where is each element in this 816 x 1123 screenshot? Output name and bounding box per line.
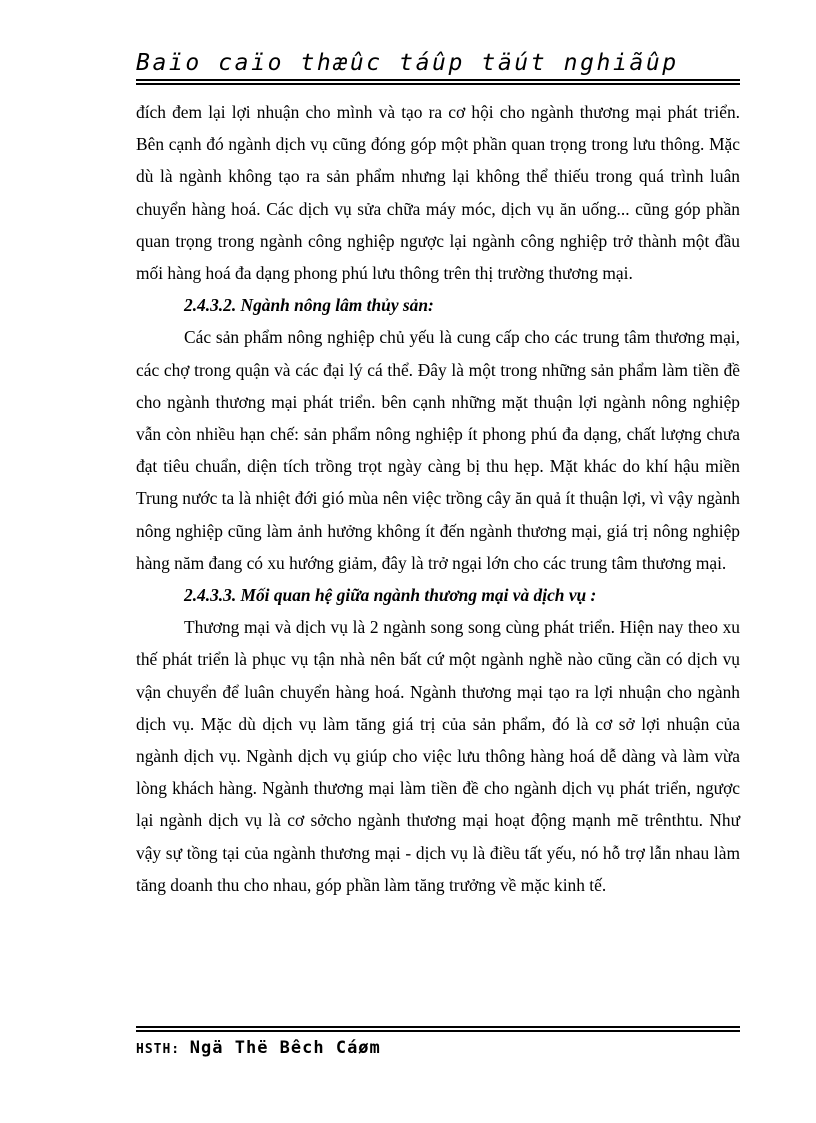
paragraph-trade-services: Thương mại và dịch vụ là 2 ngành song song cùng phát triển. Hiện nay theo xu thế phát triển là phục vụ tận nhà nên bất cứ một ngành nghề nào cũng cần có dịch vụ vận chuyển để luân chuyển hàng hoá. Ngành thương mại tạo ra lợi nhuận cho ngành dịch vụ. Mặc dù dịch vụ làm tăng giá trị của sản phẩm, đó là cơ sở lợi nhuận của ngành dịch vụ. Ngành dịch vụ giúp cho việc lưu thông hàng hoá dễ dàng và làm vừa lòng khách hàng. Ngành thương mại làm tiền đề cho ngành dịch vụ phát triển, ngược lại ngành dịch vụ là cơ sởcho ngành thương mại hoạt động mạnh mẽ trênthtu. Như vậy sự tồng tại của ngành thương mại - dịch vụ là điều tất yếu, nó hỗ trợ lẫn nhau làm tăng doanh thu cho nhau, góp phần làm tăng trưởng về mặc kinh tế. xyxy=(136,617,740,895)
paragraph-intro: đích đem lại lợi nhuận cho mình và tạo ra cơ hội cho ngành thương mại phát triển. Bên cạnh đó ngành dịch vụ cũng đóng góp một phần quan trọng trong lưu thông. Mặc dù là ngành không tạo ra sản phẩm nhưng lại không thể thiếu trong quá trình luân chuyển hàng hoá. Các dịch vụ sửa chữa máy móc, dịch vụ ăn uống... cũng góp phần quan trọng trong ngành công nghiệp ngược lại ngành công nghiệp trở thành một đầu mối hàng hoá đa dạng phong phú lưu thông trên thị trường thương mại. xyxy=(136,102,740,284)
paragraph-agriculture: Các sản phẩm nông nghiệp chủ yếu là cung cấp cho các trung tâm thương mại, các chợ trong quận và các đại lý cá thể. Đây là một trong những sản phẩm làm tiền đề cho ngành thương mại phát triển. bên cạnh những mặt thuận lợi ngành nông nghiệp vẫn còn nhiều hạn chế: sản phẩm nông nghiệp ít phong phú đa dạng, chất lượng chưa đạt tiêu chuẩn, diện tích trồng trọt ngày càng bị thu hẹp. Mặt khác do khí hậu miền Trung nước ta là nhiệt đới gió mùa nên việc trồng cây ăn quả ít thuận lợi, vì vậy ngành nông nghiệp cũng làm ảnh hưởng không ít đến ngành thương mại, giá trị nông nghiệp hàng năm đang có xu hướng giảm, đây là trở ngại lớn cho các trung tâm thương mại. xyxy=(136,327,740,573)
page-header xyxy=(136,48,740,85)
footer-author xyxy=(136,1038,740,1058)
footer-divider xyxy=(136,1026,740,1032)
footer-name: Ngä Thë Bêch Cáøm xyxy=(189,1038,381,1058)
header-title: Baïo caïo thæûc táûp täút nghiãûp xyxy=(136,50,679,76)
page-footer xyxy=(136,1026,740,1058)
page-body xyxy=(136,96,740,901)
section-heading-trade-services: 2.4.3.3. Mối quan hệ giữa ngành thương mại và dịch vụ : xyxy=(184,585,597,606)
section-heading-agriculture: 2.4.3.2. Ngành nông lâm thủy sản: xyxy=(184,295,434,316)
footer-label: HSTH: xyxy=(136,1042,181,1057)
header-divider xyxy=(136,79,740,85)
